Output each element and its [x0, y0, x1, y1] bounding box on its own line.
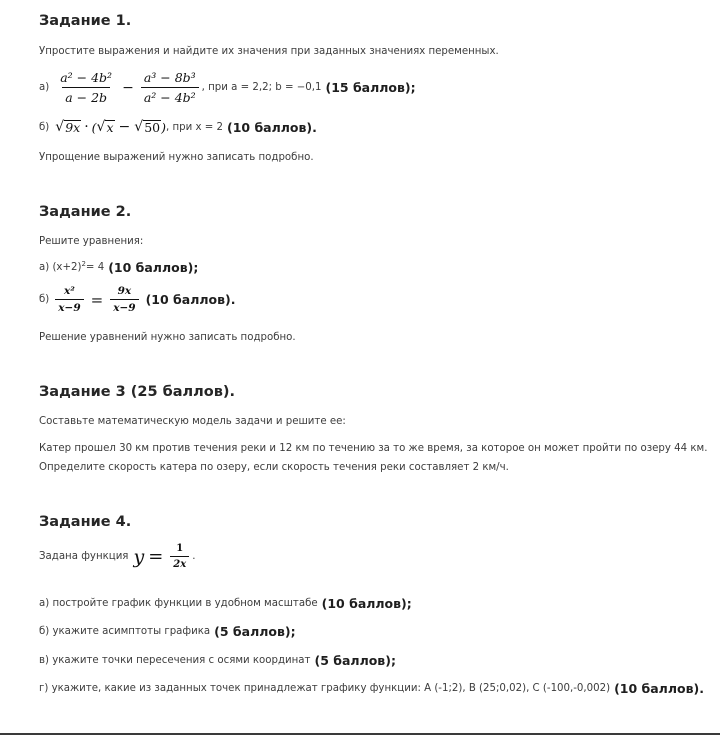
sqrt-9x: √ 9x [55, 118, 81, 135]
task2-a-end: ; [193, 260, 199, 275]
paren-open: ( [91, 119, 97, 135]
task4-a-text: а) постройте график функции в удобном масштабе [39, 598, 318, 609]
function-y: y [133, 545, 145, 568]
task2-b-end: . [230, 292, 236, 307]
dot-sign: · [84, 119, 89, 135]
paren-close: ) [161, 119, 166, 135]
task4-d-end: . [699, 681, 704, 696]
task4-a-points: (10 баллов) [321, 596, 407, 611]
fraction-denominator: a − 2b [62, 87, 110, 105]
task3-line-2: Определите скорость катера по озеру, если скорость течения реки составляет 2 км/ч. [39, 462, 509, 473]
fraction-numerator: a² − 4b² [60, 70, 113, 85]
sqrt-icon: √ [96, 118, 106, 135]
task1-b-label: б) [39, 121, 50, 133]
fraction-numerator: x² [64, 285, 75, 297]
task2-a-exponent: 2 [81, 259, 86, 268]
task4-function [39, 543, 195, 570]
task4-d-text: г) укажите, какие из заданных точек принадлежат графику функции: А (-1;2), В (25;0,02), С (-100,-0,002) [39, 683, 611, 694]
task1-note: Упрощение выражений нужно записать подробно. [39, 152, 314, 163]
task2-b-fraction-1 [55, 285, 83, 314]
task2-b-fraction-2 [110, 285, 138, 314]
task4-function-fraction [170, 543, 189, 570]
task2-item-b [39, 285, 236, 314]
sqrt-x: √ x [96, 118, 114, 135]
task1-b-points: (10 баллов) [226, 119, 313, 135]
task1-a-fraction-2 [141, 70, 199, 105]
task1-a-condition: , при а = 2,2; b = −0,1 [201, 82, 322, 93]
task4-item-a [39, 596, 412, 611]
task2-note: Решение уравнений нужно записать подробно. [39, 332, 296, 343]
sqrt-icon: √ [134, 118, 144, 135]
task4-c-end: ; [390, 653, 396, 668]
task2-b-label: б) [39, 294, 50, 305]
task3-line-1: Катер прошел 30 км против течения реки и 12 км по течению за то же время, за которое он может пройти по озеру 44 км. [39, 443, 708, 454]
task4-c-points: (5 баллов) [314, 653, 391, 668]
task4-d-points: (10 баллов) [614, 681, 700, 696]
fraction-denominator: 2x [170, 556, 189, 570]
task1-intro: Упростите выражения и найдите их значения при заданных значениях переменных. [39, 46, 499, 57]
task2-intro: Решите уравнения: [39, 236, 144, 247]
task4-item-c [39, 653, 396, 668]
task1-a-end: ; [410, 80, 416, 95]
task1-a-label: а) [39, 82, 50, 93]
task2-item-a [39, 260, 198, 275]
task3-intro: Составьте математическую модель задачи и решите ее: [39, 416, 346, 427]
task4-b-end: ; [290, 624, 296, 639]
task4-function-end: . [192, 551, 196, 562]
task2-a-points: (10 баллов) [108, 260, 194, 275]
task4-item-b [39, 624, 296, 639]
fraction-denominator: a² − 4b² [141, 87, 199, 105]
fraction-denominator: x−9 [55, 299, 83, 314]
sqrt-50: √ 50 [134, 118, 161, 135]
fraction-numerator: 9x [117, 285, 132, 297]
task4-function-label: Задана функция [39, 551, 129, 562]
task4-c-text: в) укажите точки пересечения с осями координат [39, 655, 311, 666]
task1-b-condition: , при x = 2 [165, 121, 223, 133]
fraction-denominator: x−9 [110, 299, 138, 314]
task2-a-equals: = 4 [85, 262, 105, 273]
task4-item-d [39, 681, 704, 696]
task2-b-points: (10 баллов) [145, 292, 231, 307]
task4-b-text: б) укажите асимптоты графика [39, 626, 211, 637]
task4-a-end: ; [406, 596, 412, 611]
task2-a-label: а) (x+2) [39, 262, 82, 273]
fraction-numerator: 1 [176, 543, 184, 554]
task1-item-b [39, 119, 317, 135]
minus-sign: − [122, 79, 134, 96]
task1-a-points: (15 баллов) [325, 80, 411, 95]
sqrt-icon: √ [55, 118, 65, 135]
task1-a-fraction-1 [57, 70, 115, 105]
task3-title: Задание 3 (25 баллов). [39, 384, 236, 400]
fraction-numerator: a³ − 8b³ [143, 70, 196, 85]
equals-sign: = [90, 290, 104, 309]
equals-sign: = [148, 546, 164, 567]
minus-sign: − [118, 119, 131, 135]
task1-title: Задание 1. [39, 13, 132, 29]
task1-item-a [39, 70, 416, 105]
task4-b-points: (5 баллов) [214, 624, 291, 639]
task4-title: Задание 4. [39, 514, 132, 530]
task1-b-end: . [312, 119, 317, 135]
task2-title: Задание 2. [39, 204, 132, 220]
